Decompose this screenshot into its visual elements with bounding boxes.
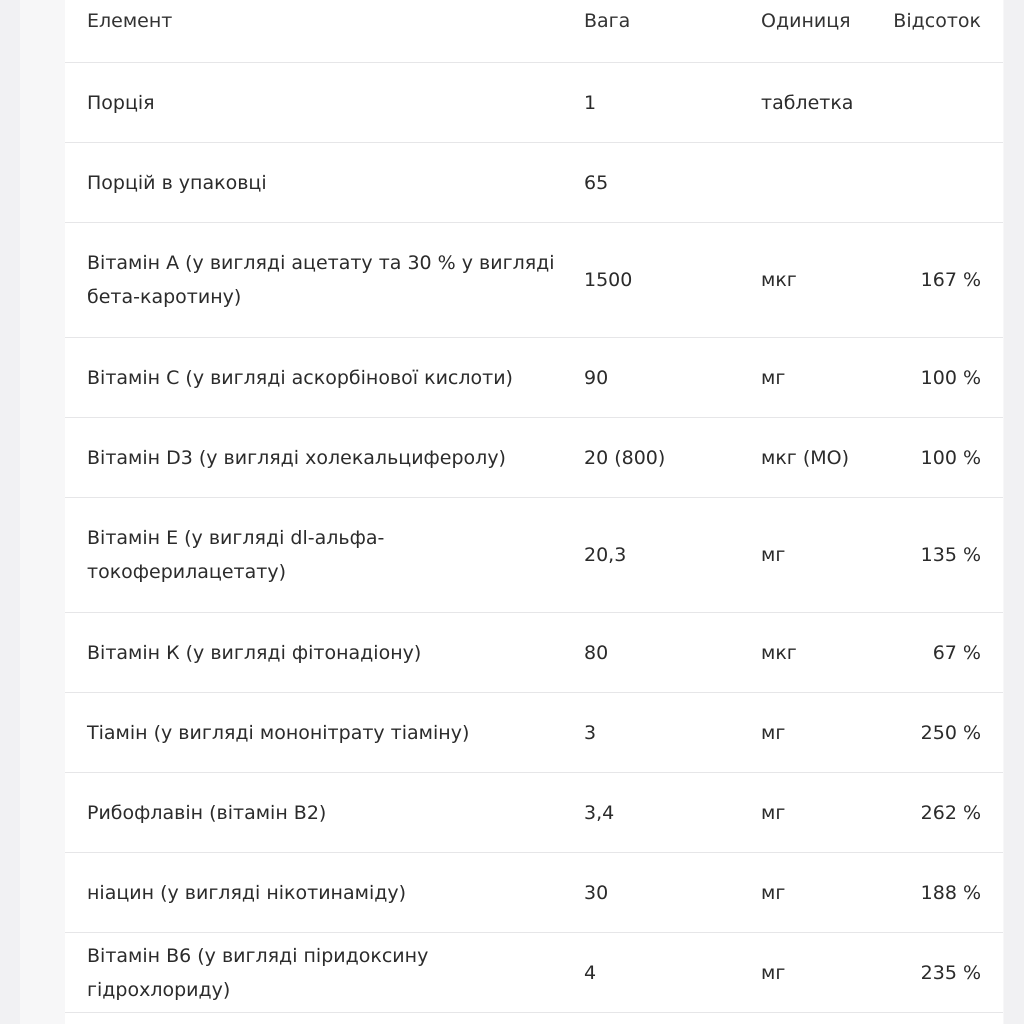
cell-weight: 20,3	[584, 498, 739, 613]
cell-unit: мг	[739, 853, 871, 933]
cell-element: Порція	[65, 63, 584, 143]
cell-percent: 100 %	[871, 418, 1003, 498]
column-header-weight: Вага	[584, 0, 739, 63]
cell-element: Рибофлавін (вітамін B2)	[65, 773, 584, 853]
cell-element: Вітамін Е (у вигляді dl-альфа-токоферилацетату)	[65, 498, 584, 613]
cell-percent: 262 %	[871, 773, 1003, 853]
column-header-percent: Відсоток	[871, 0, 1003, 63]
cell-element: Вітамін D3 (у вигляді холекальциферолу)	[65, 418, 584, 498]
cell-weight: 20 (800)	[584, 418, 739, 498]
cell-element: Порцій в упаковці	[65, 143, 584, 223]
cell-unit: мг	[739, 773, 871, 853]
table-row	[65, 933, 1003, 1013]
cell-unit: таблетка	[739, 63, 871, 143]
table-row	[65, 223, 1003, 338]
cell-percent: 167 %	[871, 223, 1003, 338]
cell-percent: 235 %	[871, 933, 1003, 1013]
nutrition-table-card	[65, 0, 1003, 1024]
table-row	[65, 773, 1003, 853]
cell-weight: 80	[584, 613, 739, 693]
cell-unit: мг	[739, 498, 871, 613]
cell-element: ніацин (у вигляді нікотинаміду)	[65, 853, 584, 933]
table-row	[65, 143, 1003, 223]
cell-element: Вітамін B6 (у вигляді піридоксину гідрохлориду)	[65, 933, 584, 1013]
table-row	[65, 498, 1003, 613]
cell-element: Вітамін А (у вигляді ацетату та 30 % у вигляді бета-каротину)	[65, 223, 584, 338]
cell-unit: мкг	[739, 223, 871, 338]
cell-weight: 90	[584, 338, 739, 418]
table-row	[65, 613, 1003, 693]
cell-weight: 1500	[584, 223, 739, 338]
cell-unit: мг	[739, 338, 871, 418]
cell-weight: 30	[584, 853, 739, 933]
cell-weight: 4	[584, 933, 739, 1013]
column-header-element: Елемент	[65, 0, 584, 63]
cell-percent: 67 %	[871, 613, 1003, 693]
nutrition-table	[65, 0, 1003, 1024]
table-header-row	[65, 0, 1003, 63]
cell-percent: 100 %	[871, 338, 1003, 418]
table-row-partial	[65, 1013, 1003, 1024]
table-row	[65, 338, 1003, 418]
cell-percent: 188 %	[871, 853, 1003, 933]
cell-unit	[739, 143, 871, 223]
cell-weight: 65	[584, 143, 739, 223]
cell-element: Вітамін С (у вигляді аскорбінової кислоти)	[65, 338, 584, 418]
cell-unit: мкг	[739, 613, 871, 693]
table-row	[65, 63, 1003, 143]
cell-weight: 3	[584, 693, 739, 773]
cell-percent	[871, 143, 1003, 223]
cell-weight: 1	[584, 63, 739, 143]
table-row	[65, 853, 1003, 933]
cell-element: Тіамін (у вигляді мононітрату тіаміну)	[65, 693, 584, 773]
column-header-unit: Одиниця	[739, 0, 871, 63]
cell-weight: 3,4	[584, 773, 739, 853]
cell-unit: мкг (МО)	[739, 418, 871, 498]
table-row	[65, 693, 1003, 773]
cell-percent	[871, 63, 1003, 143]
cell-element: Вітамін К (у вигляді фітонадіону)	[65, 613, 584, 693]
table-row	[65, 418, 1003, 498]
cell-percent: 135 %	[871, 498, 1003, 613]
cell-percent: 250 %	[871, 693, 1003, 773]
cell-unit: мг	[739, 933, 871, 1013]
page-background	[20, 0, 1004, 1024]
cell-unit: мг	[739, 693, 871, 773]
